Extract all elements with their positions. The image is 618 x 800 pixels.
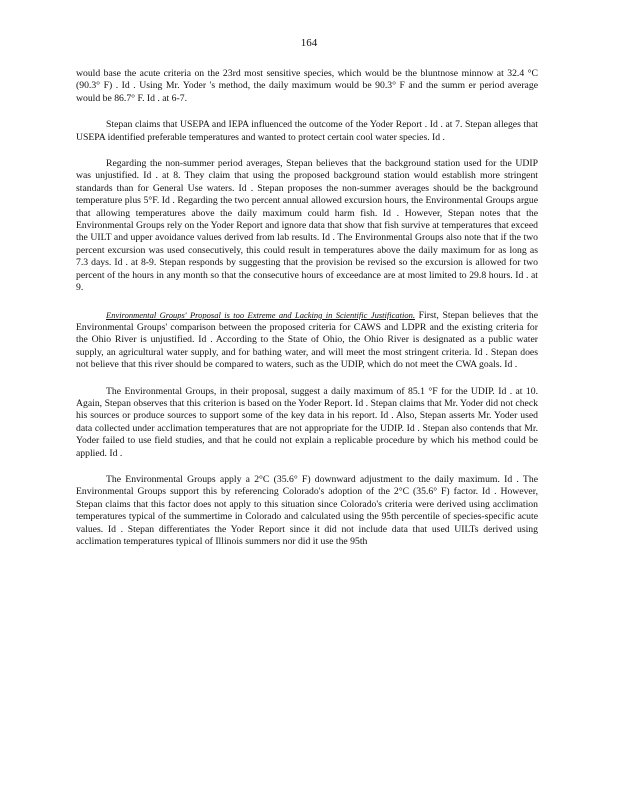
paragraph-2: Stepan claims that USEPA and IEPA influenced the outcome of the Yoder Report . Id . at 7. Stepan alleges that USEPA identified preferable temperatures and wanted to protect certain cool water species. Id . — [76, 119, 538, 143]
paragraph-4-text: First, Stepan believes that the Environmental Groups' comparison between the proposed criteria for CAWS and LDPR and the existing criteria for the Ohio River is unjustified. Id . According to the State of Ohio, the Ohio River is designated as a public water supply, an agricultural water supply, and for bathing water, and will meet the most stringent criteria. Id . Stepan does not believe that this river should be compared to waters, such as the UDIP, which do not meet the CWA goals. Id . — [76, 309, 539, 371]
paragraph-3: Regarding the non-summer period averages, Stepan believes that the background station used for the UDIP was unjustified. Id . at 8. They claim that using the proposed background station would establish more stringent standards than for General Use waters. Id . Stepan proposes the non-summer averages should be the background temperature plus 5°F. Id . Regarding the two percent annual allowed excursion hours, the Environmental Groups argue that allowing temperatures above the daily maximum could harm fish. Id . However, Stepan notes that the Environmental Groups rely on the Yoder Report and ignore data that show that fish survive at temperatures that exceed the UILT and upper avoidance values derived from lab results. Id . The Environmental Groups also note that if the two percent excursion was used consecutively, this could result in temperatures above the daily maximum for as long as 7.3 days. Id . at 8-9. Stepan responds by suggesting that the provision be revised so the excursion is allowed for two percent of the hours in any month so that the consecutive hours of exceedance are at most limited to 29.8 hours. Id . at 9. — [76, 158, 538, 294]
section-heading: Environmental Groups' Proposal is too Extreme and Lacking in Scientific Justification. — [106, 309, 415, 320]
paragraph-6: The Environmental Groups apply a 2°C (35.6° F) downward adjustment to the daily maximum. Id . The Environmental Groups support this by referencing Colorado's adoption of the 2°C (35.6° F) factor. Id . However, Stepan claims that this factor does not apply to this situation since Colorado's criteria were derived using acclimation temperatures typical of the summertime in Colorado and calculated using the 95th percentile of species-specific acute values. Id . Stepan differentiates the Yoder Report since it did not include data that used UILTs derived using acclimation temperatures typical of Illinois summers nor did it use the 95th — [76, 473, 538, 547]
paragraph-1: would base the acute criteria on the 23rd most sensitive species, which would be the bluntnose minnow at 32.4 °C (90.3° F) . Id . Using Mr. Yoder 's method, the daily maximum would be 90.3° F and the summ er period average would be 86.7° F. Id . at 6-7. — [76, 68, 538, 104]
paragraph-5: The Environmental Groups, in their proposal, suggest a daily maximum of 85.1 °F for the UDIP. Id . at 10. Again, Stepan observes that this criterion is based on the Yoder Report. Id . Stepan claims that Mr. Yoder did not check his sources or produce sources to support some of the key data in his report. Id . Also, Stepan asserts Mr. Yoder used data collected under acclimation temperatures that are not appropriate for the UDIP. Id . Stepan also contends that Mr. Yoder failed to use field studies, and that he could not explain a replicable procedure by which his method could be applied. Id . — [76, 385, 538, 459]
paragraph-4 — [76, 309, 538, 372]
document-body — [76, 68, 538, 562]
page-number: 164 — [300, 37, 318, 49]
